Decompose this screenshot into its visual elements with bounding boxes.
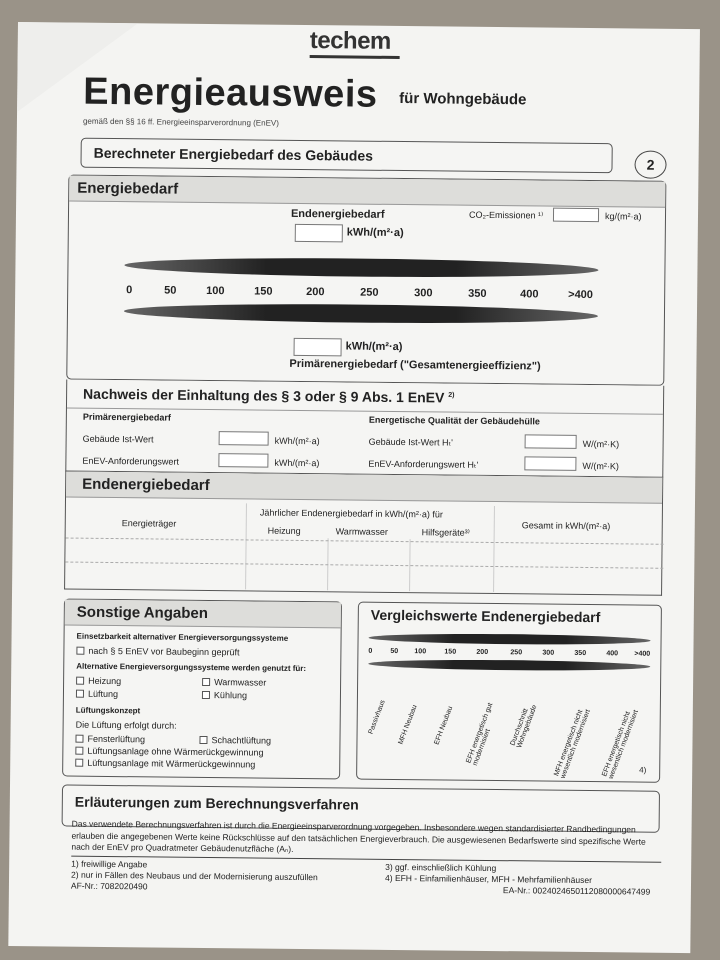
erlaeuterungen-title: Erläuterungen zum Berechnungsverfahren: [74, 793, 359, 813]
scale-bar-top: [124, 256, 598, 279]
v-label-efh-neubau: EFH Neubau: [433, 705, 455, 746]
endenergie-title: Endenergiebedarf: [66, 472, 662, 504]
nachweis-title-row: [67, 380, 663, 415]
lueft-mit-wrg-label: Lüftungsanlage mit Wärmerückgewinnung: [87, 757, 256, 770]
alt-kuehlung-label: Kühlung: [213, 690, 248, 701]
lueft-ohne-wrg-label: Lüftungsanlage ohne Wärmerückgewinnung: [87, 745, 264, 758]
v-tick-300: 300: [542, 649, 555, 657]
scale-bar-bottom: [124, 302, 598, 325]
erlaeuterungen-text: Das verwendete Berechnungsverfahren ist durch die Energieeinsparverordnung vorgegeben. Insbesondere wegen standardisierter Randbedingungen erlauben die angegebenen Werte keine Rückschlüsse auf den tatsächlichen Energieverbrauch. Die ausgewiesenen Bedarfswerte sind spezifische Werte nach der EnEV pro Quadratmeter Gebäudenutzfläche (Aₙ).: [71, 818, 646, 854]
v-label-passivhaus: Passivhaus: [367, 699, 387, 736]
lueft-intro: Die Lüftung erfolgt durch:: [75, 719, 177, 731]
footnote-4: 4) EFH - Einfamilienhäuser, MFH - Mehrfamilienhäuser: [385, 872, 593, 886]
endenergie-label: Endenergiebedarf: [290, 207, 385, 221]
checkbox[interactable]: [75, 759, 83, 767]
primaer-head: Primärenergiebedarf: [82, 411, 171, 423]
section-title-box: [80, 138, 612, 174]
alt-head: Alternative Energieversorgungssysteme werden genutzt für:: [76, 661, 307, 674]
endenergie-box: [64, 472, 663, 596]
primaer-label: Primärenergiebedarf ("Gesamtenergieeffizienz"): [289, 357, 541, 373]
co2-value-box[interactable]: [553, 208, 599, 222]
einsatz-option-label: nach § 5 EnEV vor Baubeginn geprüft: [88, 645, 240, 658]
co2-label: CO₂-Emissionen ¹⁾: [468, 209, 544, 221]
col-divider-1: [245, 503, 247, 589]
page-subtitle: für Wohngebäude: [399, 89, 527, 109]
nachweis-box: [65, 380, 664, 478]
checkbox[interactable]: [199, 736, 207, 744]
sonstige-box: [62, 599, 342, 780]
endenergie-unit: kWh/(m²·a): [346, 226, 404, 240]
vergleich-footnote: 4): [639, 765, 647, 775]
v-tick-150: 150: [444, 648, 457, 656]
table-row-line-1: [66, 538, 664, 545]
huelle-ist-box[interactable]: [525, 434, 577, 449]
footnote-2: 2) nur in Fällen des Neubaus und der Modernisierung auszufüllen: [71, 869, 318, 883]
scale-tick-350: 350: [468, 287, 487, 300]
einsatz-option[interactable]: [76, 646, 239, 658]
v-tick-50: 50: [390, 647, 399, 656]
v-tick-0: 0: [368, 647, 373, 655]
vergleich-bar-top: [369, 633, 651, 646]
col-energietraeger: Energieträger: [121, 518, 177, 529]
scale-tick-250: 250: [360, 286, 379, 299]
col-group-header: Jährlicher Endenergiebedarf in kWh/(m²·a) für: [259, 507, 443, 520]
col-gesamt: Gesamt in kWh/(m²·a): [521, 520, 611, 532]
table-row-line-2: [65, 562, 663, 569]
v-tick-over400: >400: [634, 650, 651, 658]
lueft-schacht-label: Schachtlüftung: [211, 735, 272, 746]
footnote-1: 1) freiwillige Angabe: [71, 858, 148, 870]
scale-tick-150: 150: [254, 285, 273, 298]
anforderung-unit: kWh/(m²·a): [274, 457, 320, 469]
scale-tick-300: 300: [414, 287, 433, 300]
energiebedarf-title: Energiebedarf: [69, 176, 665, 208]
lueft-mit-wrg[interactable]: [75, 758, 255, 770]
lueft-schacht[interactable]: [199, 735, 271, 746]
alt-heizung[interactable]: [76, 676, 121, 686]
huelle-anf-box[interactable]: [524, 456, 576, 471]
alt-warmwasser-label: Warmwasser: [214, 677, 267, 688]
brand-underline: [310, 55, 400, 59]
anforderung-box[interactable]: [218, 453, 268, 468]
checkbox[interactable]: [75, 735, 83, 743]
ist-wert-unit: kWh/(m²·a): [274, 435, 320, 447]
vergleich-box: [356, 602, 662, 783]
page-number: 2: [634, 150, 666, 178]
scale-tick-400: 400: [520, 288, 539, 301]
huelle-anf-unit: W/(m²·K): [582, 460, 619, 472]
section-title: Berechneter Energiebedarf des Gebäudes: [93, 144, 374, 164]
v-tick-350: 350: [574, 649, 587, 657]
energiebedarf-box: [66, 175, 666, 386]
v-tick-400: 400: [606, 650, 619, 658]
scale-tick-0: 0: [126, 284, 133, 297]
vergleich-bar-bottom: [368, 659, 650, 672]
v-tick-100: 100: [414, 648, 427, 656]
sonstige-title: Sonstige Angaben: [65, 600, 341, 629]
v-label-efh-nicht-modernisiert: EFH energetisch nicht wesentlich modernisiert: [601, 709, 640, 781]
scale-tick-over400: >400: [568, 288, 594, 302]
alt-kuehlung[interactable]: [202, 690, 247, 700]
col-warmwasser: Warmwasser: [335, 526, 388, 537]
col-heizung: Heizung: [267, 525, 301, 536]
nachweis-footnote-ref: 2): [448, 391, 455, 399]
scale-tick-200: 200: [306, 286, 325, 299]
checkbox[interactable]: [75, 747, 83, 755]
huelle-anf-label: EnEV-Anforderungswert Hₜ': [368, 458, 479, 470]
page-title: Energieausweis: [83, 70, 378, 116]
endenergie-value-box[interactable]: [295, 224, 343, 243]
col-hilfsgeraete: Hilfsgeräte³⁾: [421, 527, 470, 538]
v-label-mfh-neubau: MFH Neubau: [397, 704, 419, 746]
checkbox[interactable]: [202, 678, 210, 686]
v-label-mfh-nicht-modernisiert: MFH energetisch nicht wesentlich modernisiert: [553, 708, 592, 780]
checkbox[interactable]: [76, 690, 84, 698]
checkbox[interactable]: [202, 691, 210, 699]
ist-wert-label: Gebäude Ist-Wert: [82, 433, 154, 445]
co2-unit: kg/(m²·a): [604, 211, 642, 222]
checkbox[interactable]: [76, 647, 84, 655]
v-tick-250: 250: [510, 649, 523, 657]
document-page: [8, 22, 700, 953]
huelle-ist-label: Gebäude Ist-Wert Hₜ': [368, 436, 453, 448]
scale-tick-100: 100: [206, 284, 225, 298]
primaer-value-box[interactable]: [294, 338, 342, 357]
ea-number: EA-Nr.: 00240246501120800006474​99: [502, 885, 651, 897]
alt-lueftung-label: Lüftung: [87, 688, 119, 700]
lueft-fenster[interactable]: [75, 734, 145, 745]
alt-lueftung[interactable]: [76, 689, 118, 699]
lueft-fenster-label: Fensterlüftung: [87, 733, 146, 745]
einsatz-head: Einsetzbarkeit alternativer Energieversorgungssysteme: [76, 631, 289, 643]
law-reference: gemäß den §§ 16 ff. Energieeinsparverordnung (EnEV): [82, 116, 279, 128]
anforderung-label: EnEV-Anforderungswert: [82, 455, 180, 467]
primaer-unit: kWh/(m²·a): [345, 340, 403, 354]
af-number: AF-Nr.: 7082020490: [70, 880, 148, 892]
huelle-head: Energetische Qualität der Gebäudehülle: [368, 414, 540, 427]
v-label-efh-gut-modernisiert: EFH energetisch gut modernisiert: [465, 701, 495, 767]
scale-tick-50: 50: [164, 284, 177, 297]
col-divider-4: [493, 506, 495, 592]
v-label-durchschnitt: Durchschnitt Wohngebäude: [509, 704, 539, 750]
alt-heizung-label: Heizung: [88, 675, 122, 687]
lueft-head: Lüftungskonzept: [75, 705, 141, 716]
ist-wert-box[interactable]: [219, 431, 269, 446]
nachweis-title: Nachweis der Einhaltung des § 3 oder § 9 Abs. 1 EnEV: [83, 385, 445, 406]
v-tick-200: 200: [476, 648, 489, 656]
lueft-ohne-wrg[interactable]: [75, 746, 263, 758]
huelle-ist-unit: W/(m²·K): [582, 438, 620, 450]
brand-logo: techem: [309, 27, 392, 55]
footnote-3: 3) ggf. einschließlich Kühlung: [385, 861, 497, 874]
checkbox[interactable]: [76, 677, 84, 685]
vergleich-title: Vergleichswerte Endenergiebedarf: [370, 606, 601, 626]
alt-warmwasser[interactable]: [202, 677, 266, 688]
